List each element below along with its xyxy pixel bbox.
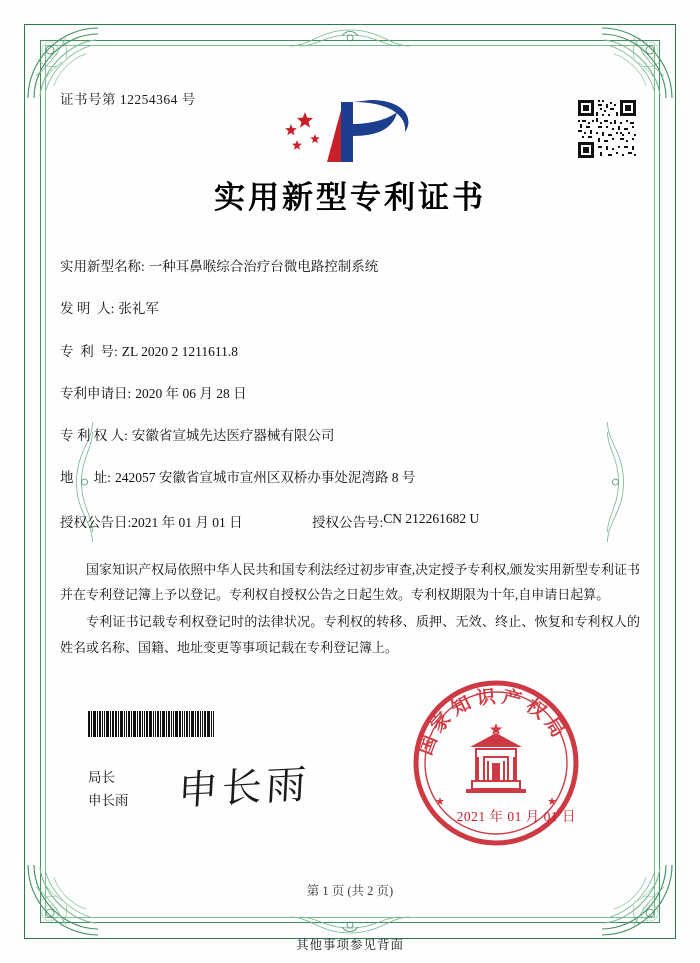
signature-role: 局长 (88, 770, 115, 786)
field-label: 授权公告号: (312, 514, 384, 530)
field-grant-number (312, 511, 479, 531)
field-value: CN 212261682 U (383, 510, 480, 526)
field-label: 发 明 人: (60, 301, 115, 317)
field-address (60, 468, 640, 488)
signature-block (88, 767, 129, 813)
seal-date: 2021 年 01 月 01 日 (456, 809, 576, 824)
field-inventor (60, 299, 640, 319)
field-value: 242057 安徽省宣城市宣州区双桥办事处泥湾路 8 号 (115, 470, 416, 486)
field-value: 张礼军 (118, 301, 159, 317)
certificate-number: 证书号第 12254364 号 (60, 92, 196, 107)
page-title: 实用新型专利证书 (214, 180, 486, 215)
seal-top-text: 国家知识产权局 (415, 686, 572, 759)
legal-paragraph: 专利证书记载专利权登记时的法律状况。专利权的转移、质押、无效、终止、恢复和专利权人的姓名或名称、国籍、地址变更等事项记载在专利登记簿上。 (60, 614, 640, 655)
legal-text (60, 557, 640, 660)
field-list (60, 257, 640, 531)
footnote: 其他事项参见背面 (295, 938, 404, 952)
field-label: 专利申请日: (60, 385, 132, 401)
qr-code-icon (576, 98, 638, 160)
field-value: 一种耳鼻喉综合治疗台微电路控制系统 (148, 259, 379, 274)
field-value: ZL 2020 2 1211611.8 (121, 343, 239, 359)
field-utility-model-name (60, 257, 640, 277)
field-label: 授权公告日: (60, 514, 132, 530)
field-value: 安徽省宣城先达医疗器械有限公司 (131, 428, 335, 443)
barcode (88, 711, 220, 737)
handwritten-signature: 申长雨 (176, 761, 311, 814)
svg-text:国家知识产权局 (414, 684, 572, 758)
field-label: 地 址: (60, 470, 112, 486)
field-grant-date (60, 511, 312, 531)
signature-name: 申长雨 (88, 793, 129, 809)
field-label: 实用新型名称: (60, 259, 145, 274)
field-value: 2020 年 06 月 28 日 (135, 385, 247, 401)
page-number: 第 1 页 (共 2 页) (306, 884, 394, 898)
field-label: 专 利 号: (60, 343, 118, 359)
field-label: 专 利 权 人: (60, 428, 128, 443)
field-application-date (60, 384, 640, 404)
certificate-content (60, 58, 640, 905)
cnipa-logo-icon (275, 96, 425, 168)
field-value: 2021 年 01 月 01 日 (131, 514, 243, 530)
field-patent-number (60, 342, 640, 362)
field-patentee (60, 426, 640, 446)
legal-paragraph: 国家知识产权局依照中华人民共和国专利法经过初步审查,决定授予专利权,颁发实用新型专利证书并在专利登记簿上予以登记。专利权自授权公告之日起生效。专利权期限为十年,自申请日起算。 (60, 561, 640, 602)
grant-row (60, 511, 640, 531)
